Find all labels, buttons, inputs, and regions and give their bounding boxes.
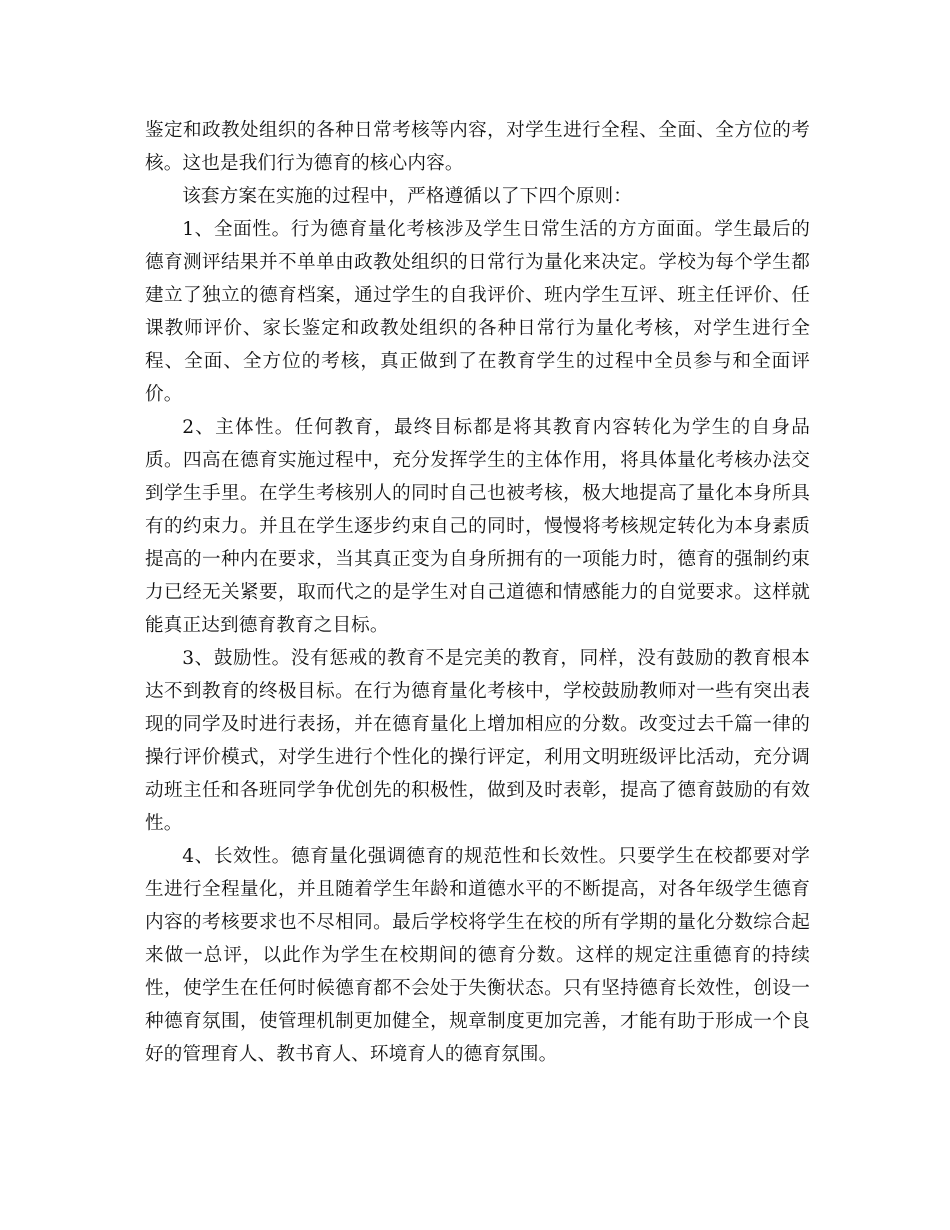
paragraph-principle-long-term: 4、长效性。德育量化强调德育的规范性和长效性。只要学生在校都要对学生进行全程量化，并且随着学生年龄和道德水平的不断提高，对各年级学生德育内容的考核要求也不尽相同。最后学校将学生在校的所有学期的量化分数综合起来做一总评，以此作为学生在校期间的德育分数。这样的规定注重德育的持续性，使学生在任何时候德育都不会处于失衡状态。只有坚持德育长效性，创设一种德育氛围，使管理机制更加健全，规章制度更加完善，才能有助于形成一个良好的管理育人、教书育人、环境育人的德育氛围。 bbox=[145, 846, 810, 1065]
paragraph-principle-subjectivity: 2、主体性。任何教育，最终目标都是将其教育内容转化为学生的自身品质。四高在德育实施过程中，充分发挥学生的主体作用，将具体量化考核办法交到学生手里。在学生考核别人的同时自己也被考核，极大地提高了量化本身所具有的约束力。并且在学生逐步约束自己的同时，慢慢将考核规定转化为本身素质提高的一种内在要求，当其真正变为自身所拥有的一项能力时，德育的强制约束力已经无关紧要，取而代之的是学生对自己道德和情感能力的自觉要求。这样就能真正达到德育教育之目标。 bbox=[145, 417, 810, 636]
document-body bbox=[145, 114, 810, 1071]
paragraph-continuation: 鉴定和政教处组织的各种日常考核等内容，对学生进行全程、全面、全方位的考核。这也是我们行为德育的核心内容。 bbox=[145, 120, 810, 174]
paragraph-principle-comprehensive: 1、全面性。行为德育量化考核涉及学生日常生活的方方面面。学生最后的德育测评结果并不单单由政教处组织的日常行为量化来决定。学校为每个学生都建立了独立的德育档案，通过学生的自我评价、班内学生互评、班主任评价、任课教师评价、家长鉴定和政教处组织的各种日常行为量化考核，对学生进行全程、全面、全方位的考核，真正做到了在教育学生的过程中全员参与和全面评价。 bbox=[145, 219, 810, 405]
paragraph-principle-encouragement: 3、鼓励性。没有惩戒的教育不是完美的教育，同样，没有鼓励的教育根本达不到教育的终极目标。在行为德育量化考核中，学校鼓励教师对一些有突出表现的同学及时进行表扬，并在德育量化上增加相应的分数。改变过去千篇一律的操行评价模式，对学生进行个性化的操行评定，利用文明班级评比活动，充分调动班主任和各班同学争优创先的积极性，做到及时表彰，提高了德育鼓励的有效性。 bbox=[145, 648, 810, 834]
paragraph-principles-intro: 该套方案在实施的过程中，严格遵循以了下四个原则： bbox=[182, 186, 633, 207]
